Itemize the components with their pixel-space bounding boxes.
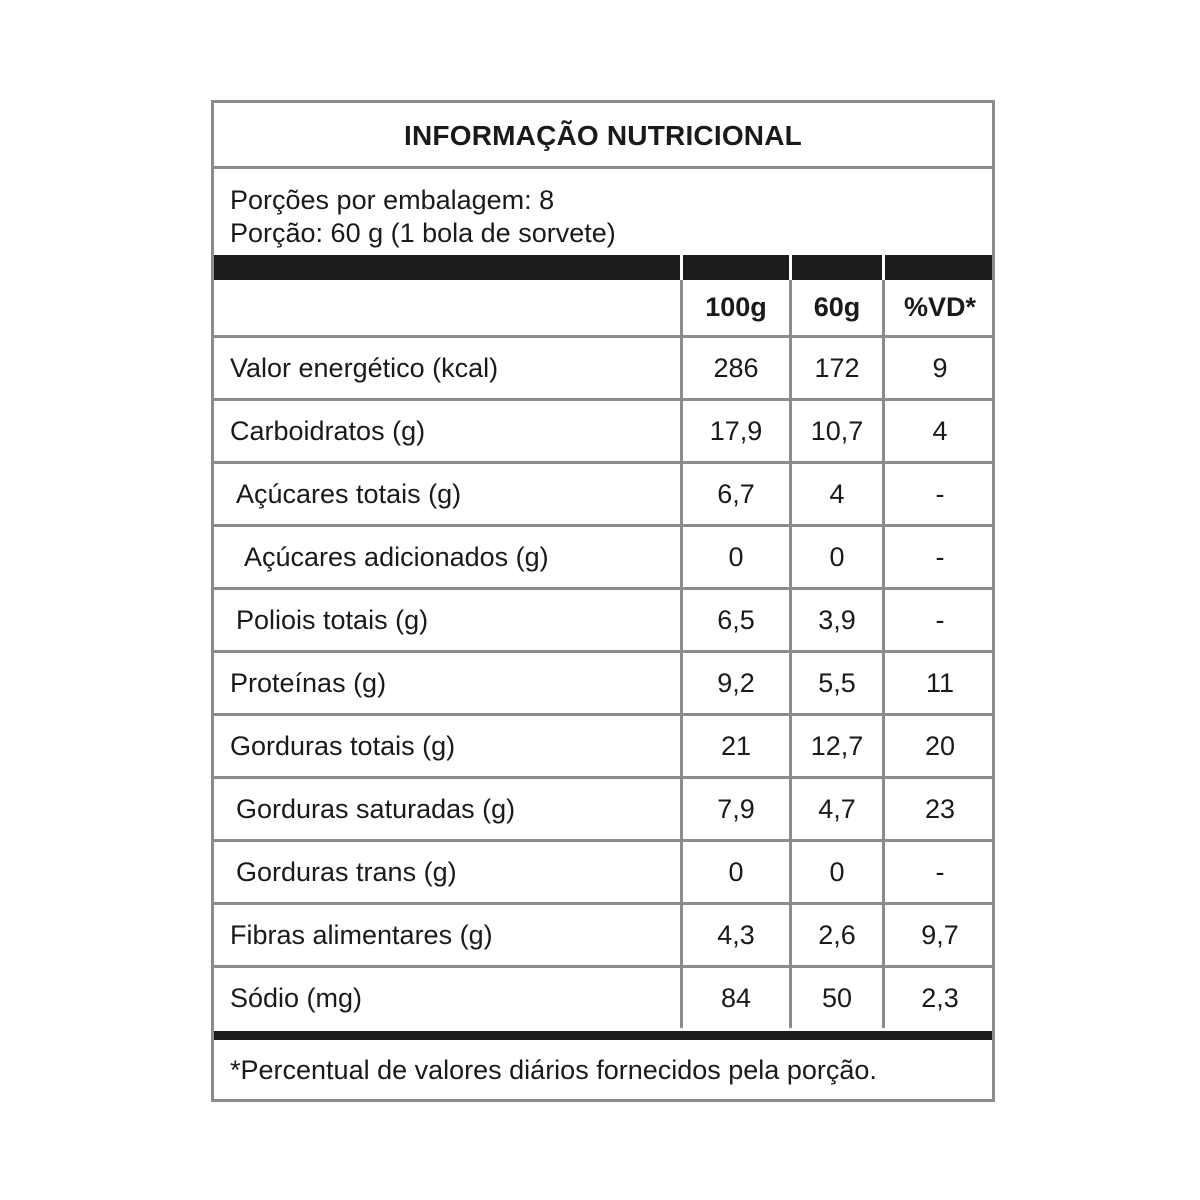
- nutrient-name-cell: [214, 841, 682, 904]
- nutrient-name-cell: [214, 400, 682, 463]
- table-row: [214, 589, 995, 652]
- nutrient-name: Valor energético (kcal): [230, 352, 499, 383]
- value-per-portion: 0: [791, 841, 884, 904]
- column-header-60g: 60g: [791, 280, 884, 337]
- nutrient-name-cell: [214, 904, 682, 967]
- table-header-row: [214, 280, 995, 337]
- bar-column-gap: [882, 255, 885, 280]
- nutrient-name: Gorduras saturadas (g): [236, 793, 516, 824]
- nutrient-name: Poliois totais (g): [236, 604, 429, 635]
- value-per-portion: 50: [791, 967, 884, 1029]
- column-header-100g: 100g: [682, 280, 791, 337]
- label-title: INFORMAÇÃO NUTRICIONAL: [404, 119, 802, 151]
- value-per-100g: 0: [682, 841, 791, 904]
- daily-value-percent: 11: [884, 652, 996, 715]
- value-per-portion: 4,7: [791, 778, 884, 841]
- label-title-row: [214, 103, 992, 169]
- value-per-100g: 84: [682, 967, 791, 1029]
- table-row: [214, 652, 995, 715]
- nutrient-name-cell: [214, 337, 682, 400]
- value-per-portion: 3,9: [791, 589, 884, 652]
- column-header-nutrient: [214, 280, 682, 337]
- daily-value-percent: 9,7: [884, 904, 996, 967]
- value-per-100g: 9,2: [682, 652, 791, 715]
- daily-value-percent: 4: [884, 400, 996, 463]
- table-row: [214, 463, 995, 526]
- daily-value-percent: -: [884, 589, 996, 652]
- nutrition-facts-label: [211, 100, 995, 1102]
- nutrient-name-cell: [214, 589, 682, 652]
- value-per-portion: 5,5: [791, 652, 884, 715]
- bar-column-gap: [680, 255, 683, 280]
- portions-per-package: Porções por embalagem: 8: [230, 185, 555, 215]
- table-row: [214, 841, 995, 904]
- daily-value-percent: -: [884, 463, 996, 526]
- table-body: [214, 337, 995, 1029]
- nutrient-name-cell: [214, 967, 682, 1029]
- nutrient-name-cell: [214, 526, 682, 589]
- nutrient-name: Proteínas (g): [230, 667, 387, 698]
- daily-value-percent: -: [884, 841, 996, 904]
- value-per-portion: 0: [791, 526, 884, 589]
- value-per-100g: 286: [682, 337, 791, 400]
- bar-column-gap: [789, 255, 792, 280]
- value-per-100g: 0: [682, 526, 791, 589]
- nutrient-name-cell: [214, 715, 682, 778]
- nutrient-name: Gorduras trans (g): [236, 856, 457, 887]
- nutrient-name: Açúcares totais (g): [236, 478, 462, 509]
- table-row: [214, 715, 995, 778]
- header-divider-bar: [214, 255, 992, 280]
- serving-info: [214, 169, 992, 255]
- nutrient-name: Carboidratos (g): [230, 415, 426, 446]
- value-per-portion: 2,6: [791, 904, 884, 967]
- nutrient-name: Açúcares adicionados (g): [244, 541, 549, 572]
- table-row: [214, 967, 995, 1029]
- nutrient-name: Sódio (mg): [230, 982, 363, 1013]
- value-per-100g: 7,9: [682, 778, 791, 841]
- nutrient-name-cell: [214, 463, 682, 526]
- daily-value-percent: 23: [884, 778, 996, 841]
- portion-size: Porção: 60 g (1 bola de sorvete): [230, 218, 616, 248]
- table-row: [214, 778, 995, 841]
- nutrition-table: [214, 280, 995, 1028]
- value-per-portion: 10,7: [791, 400, 884, 463]
- table-row: [214, 526, 995, 589]
- value-per-portion: 4: [791, 463, 884, 526]
- column-header-vd: %VD*: [884, 280, 996, 337]
- table-row: [214, 337, 995, 400]
- daily-value-percent: 9: [884, 337, 996, 400]
- daily-value-percent: 2,3: [884, 967, 996, 1029]
- footer-divider-bar: [214, 1031, 992, 1040]
- footnote: *Percentual de valores diários fornecidos pela porção.: [230, 1055, 877, 1085]
- table-row: [214, 904, 995, 967]
- value-per-100g: 17,9: [682, 400, 791, 463]
- daily-value-percent: -: [884, 526, 996, 589]
- value-per-portion: 12,7: [791, 715, 884, 778]
- table-row: [214, 400, 995, 463]
- value-per-100g: 6,7: [682, 463, 791, 526]
- value-per-100g: 6,5: [682, 589, 791, 652]
- value-per-100g: 4,3: [682, 904, 791, 967]
- value-per-portion: 172: [791, 337, 884, 400]
- nutrient-name-cell: [214, 778, 682, 841]
- value-per-100g: 21: [682, 715, 791, 778]
- daily-value-percent: 20: [884, 715, 996, 778]
- nutrient-name-cell: [214, 652, 682, 715]
- nutrient-name: Fibras alimentares (g): [230, 919, 493, 950]
- nutrient-name: Gorduras totais (g): [230, 730, 456, 761]
